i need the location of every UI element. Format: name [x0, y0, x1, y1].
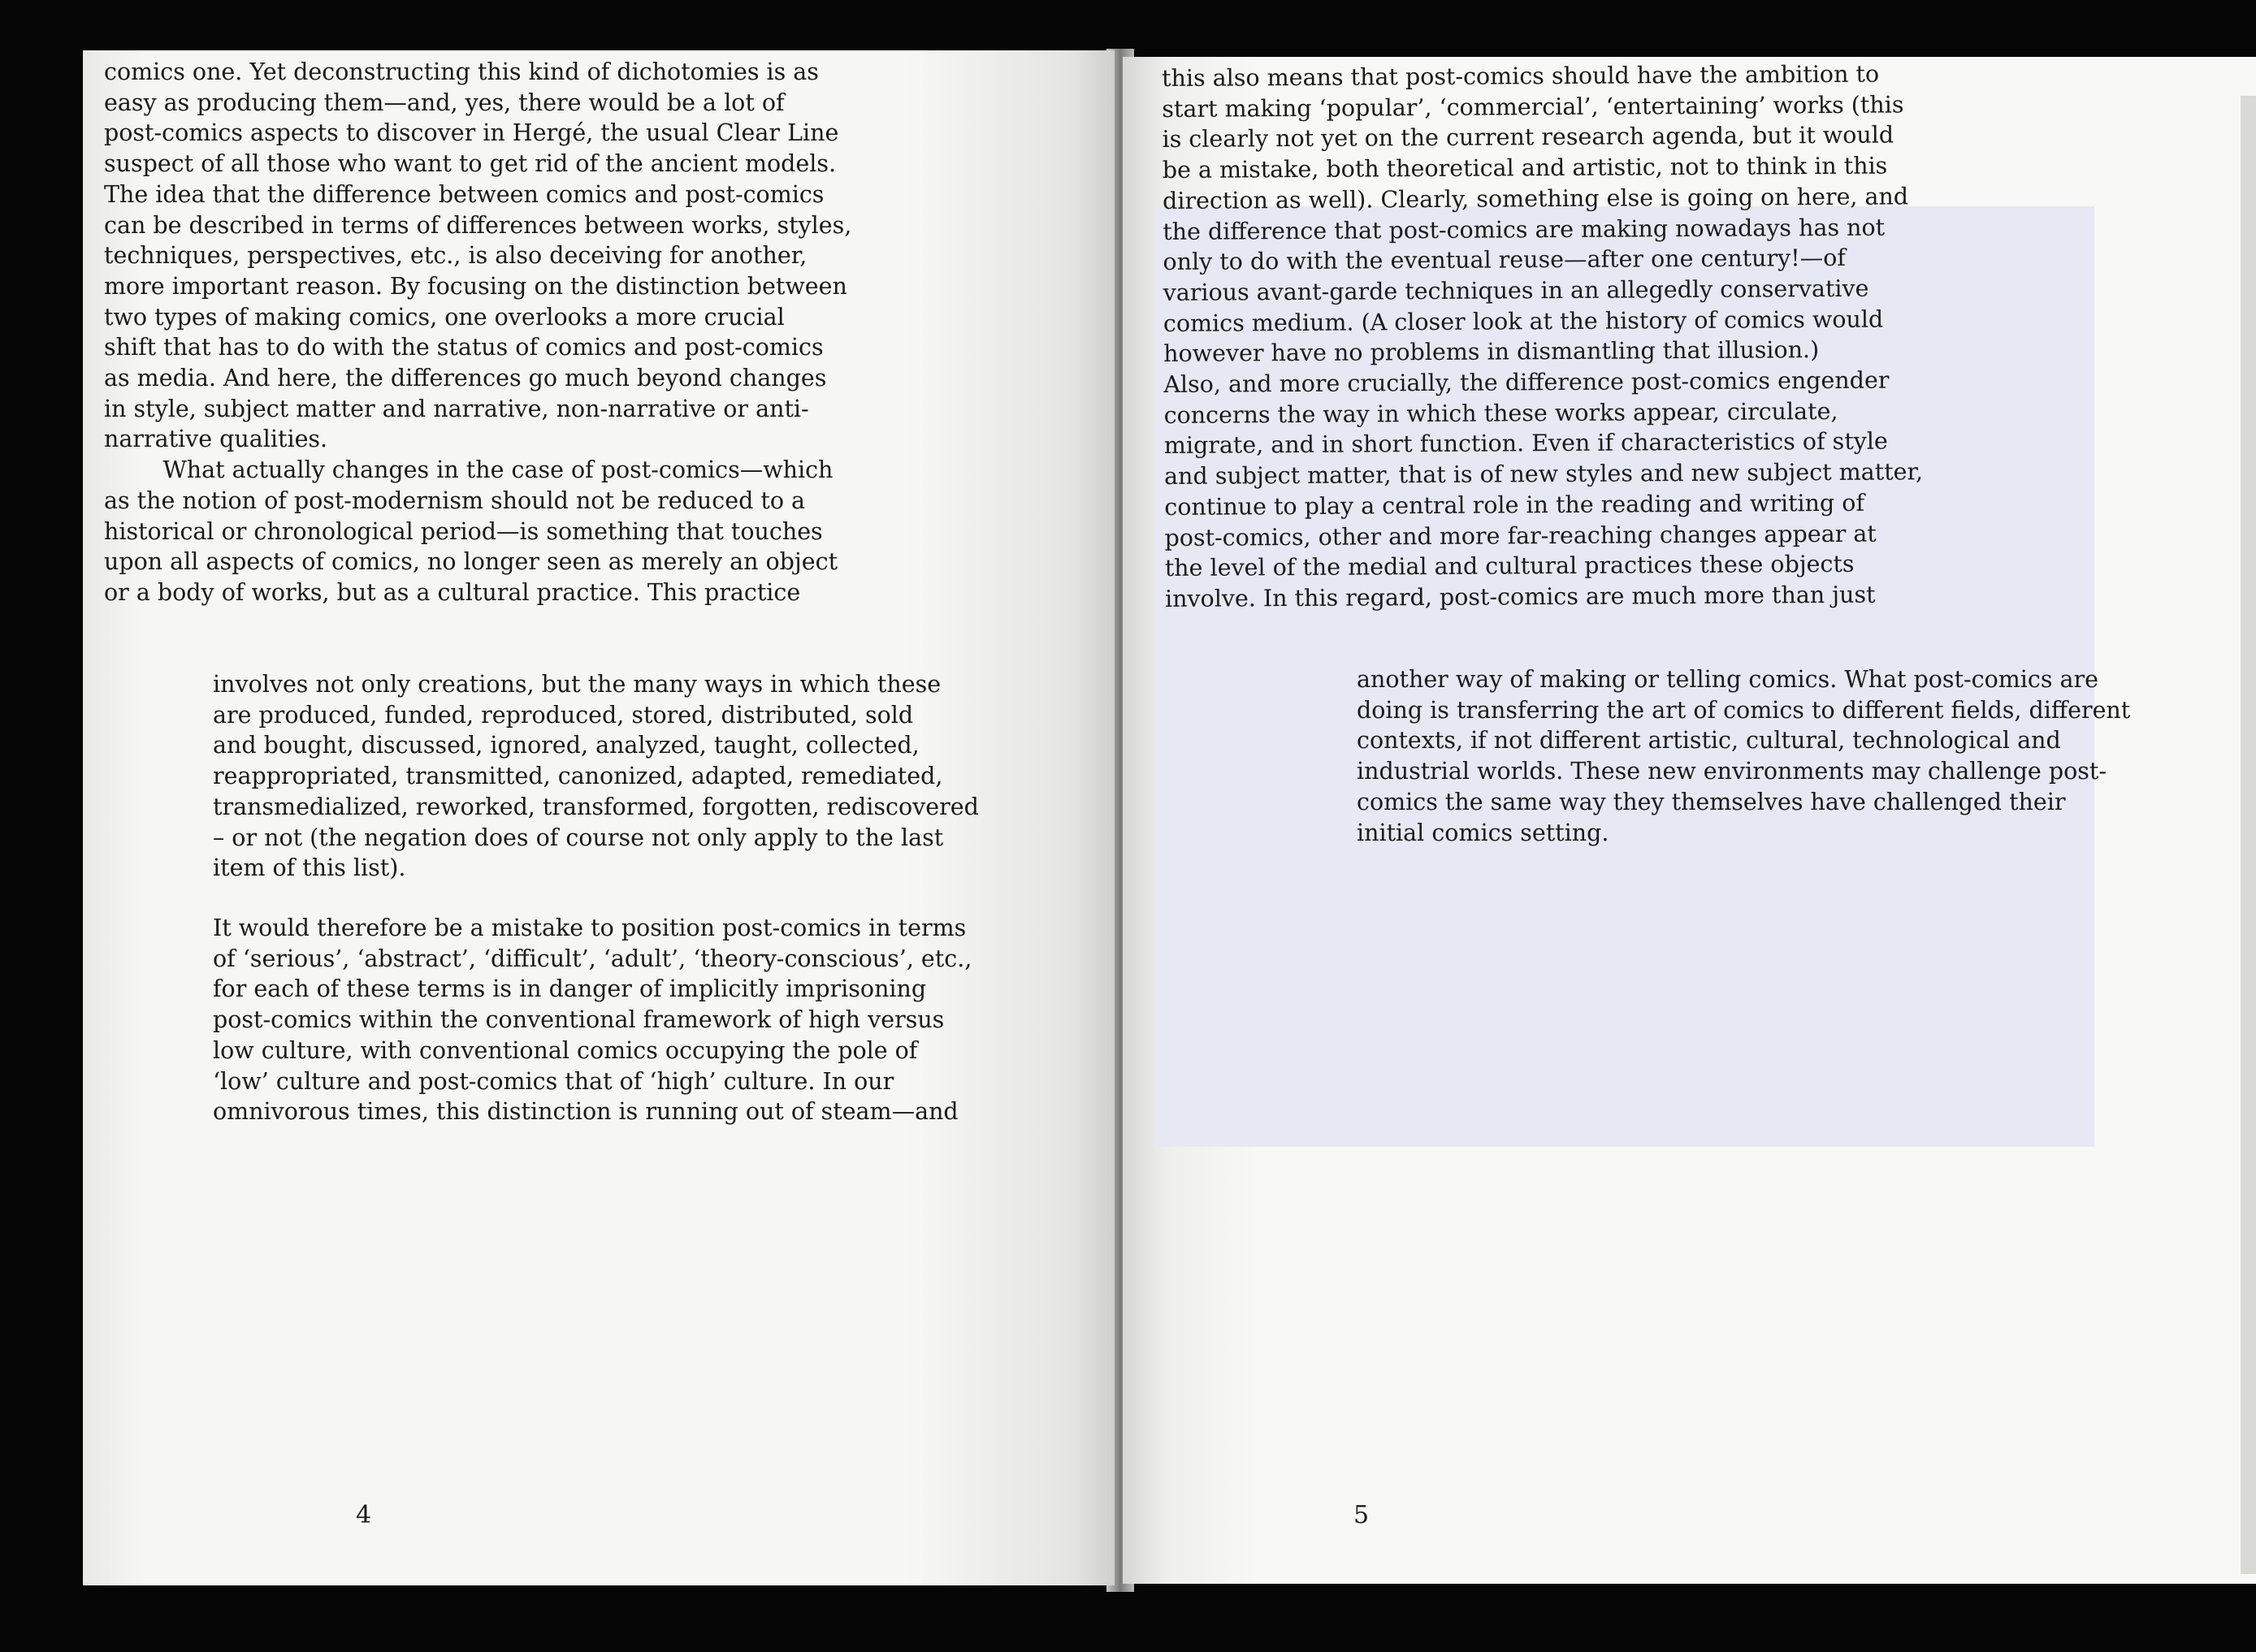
text-line: the difference that post-comics are making nowadays has not [1163, 214, 1886, 245]
text-line: concerns the way in which these works appear, circulate, [1163, 397, 1838, 429]
text-line: are produced, funded, reproduced, stored, distributed, sold [213, 701, 914, 729]
text-line: more important reason. By focusing on the distinction between [104, 272, 847, 300]
text-line: post-comics within the conventional framework of high versus [213, 1006, 945, 1034]
text-line: post-comics aspects to discover in Hergé, the usual Clear Line [104, 119, 839, 147]
text-line: easy as producing them—and, yes, there would be a lot of [104, 89, 785, 116]
text-line: of ‘serious’, ‘abstract’, ‘difficult’, ‘adult’, ‘theory-conscious’, etc., [213, 945, 972, 972]
text-line: ‘low’ culture and post-comics that of ‘high’ culture. In our [213, 1067, 894, 1095]
text-line: comics the same way they themselves have challenged their [1357, 788, 2066, 815]
text-line: is clearly not yet on the current research agenda, but it would [1162, 121, 1894, 154]
text-line: continue to play a central role in the reading and writing of [1164, 489, 1865, 521]
text-line: historical or chronological period—is something that touches [104, 517, 823, 545]
text-line: and subject matter, that is of new styles and new subject matter, [1164, 458, 1924, 491]
text-line: doing is transferring the art of comics to different fields, different [1357, 696, 2131, 724]
text-line: involve. In this regard, post-comics are much more than just [1164, 581, 1876, 612]
left-text-block-b [213, 669, 979, 884]
text-line: post-comics, other and more far-reaching changes appear at [1164, 520, 1877, 551]
text-line: as the notion of post-modernism should not be reduced to a [104, 487, 806, 514]
text-line: only to do with the eventual reuse—after one century!—of [1163, 244, 1846, 276]
text-line: transmedialized, reworked, transformed, forgotten, rediscovered [213, 793, 979, 820]
text-line: upon all aspects of comics, no longer seen as merely an object [104, 548, 838, 576]
page-number-left: 4 [356, 1501, 372, 1529]
text-line: It would therefore be a mistake to position post-comics in terms [213, 915, 967, 941]
text-line: another way of making or telling comics. What post-comics are [1357, 666, 2099, 693]
text-line: involves not only creations, but the many ways in which these [213, 671, 942, 698]
right-text-block-a [1162, 58, 1924, 614]
text-line: Also, and more crucially, the difference post-comics engender [1163, 366, 1890, 399]
text-line: contexts, if not different artistic, cultural, technological and [1357, 727, 2061, 755]
text-line: techniques, perspectives, etc., is also deceiving for another, [104, 242, 808, 270]
text-line: reappropriated, transmitted, canonized, adapted, remediated, [213, 763, 943, 790]
text-line: two types of making comics, one overlooks a more crucial [104, 303, 785, 331]
text-line: this also means that post-comics should have the ambition to [1162, 60, 1880, 92]
text-line: or a body of works, but as a cultural practice. This practice [104, 578, 801, 606]
text-line: however have no problems in dismantling that illusion.) [1163, 336, 1820, 368]
text-line: in style, subject matter and narrative, non-narrative or anti- [104, 395, 809, 422]
text-line: the level of the medial and cultural practices these objects [1164, 551, 1855, 582]
text-line: initial comics setting. [1357, 819, 1609, 846]
text-line: The idea that the difference between comics and post-comics [104, 180, 825, 208]
text-line: start making ‘popular’, ‘commercial’, ‘entertaining’ works (this [1162, 91, 1904, 123]
text-line: – or not (the negation does of course not only apply to the last [213, 824, 944, 851]
text-line: and bought, discussed, ignored, analyzed, taught, collected, [213, 732, 920, 759]
text-line: suspect of all those who want to get rid of the ancient models. [104, 150, 837, 178]
text-line: What actually changes in the case of post-comics—which [104, 456, 834, 484]
text-line: narrative qualities. [104, 426, 328, 453]
text-line: as media. And here, the differences go much beyond changes [104, 365, 827, 392]
text-line: migrate, and in short function. Even if characteristics of style [1163, 427, 1888, 460]
text-line: comics one. Yet deconstructing this kind of dichotomies is as [104, 58, 819, 85]
right-text-block-b [1357, 664, 2130, 848]
text-line: direction as well). Clearly, something else is going on here, and [1162, 183, 1909, 214]
text-line: for each of these terms is in danger of implicitly imprisoning [213, 975, 927, 1003]
text-line: low culture, with conventional comics occupying the pole of [213, 1036, 918, 1064]
text-line: item of this list). [213, 854, 406, 882]
text-line: omnivorous times, this distinction is running out of steam—and [213, 1098, 959, 1126]
text-line: shift that has to do with the status of comics and post-comics [104, 334, 824, 361]
page-edge [2241, 96, 2256, 1574]
text-line: various avant-garde techniques in an allegedly conservative [1163, 275, 1869, 306]
left-text-block-a [104, 57, 851, 608]
page-number-right: 5 [1353, 1501, 1370, 1529]
text-line: can be described in terms of differences between works, styles, [104, 211, 852, 239]
text-line: industrial worlds. These new environments may challenge post- [1357, 758, 2107, 785]
left-text-block-c [213, 913, 972, 1127]
text-line: comics medium. (A closer look at the history of comics would [1163, 305, 1884, 337]
text-line: be a mistake, both theoretical and artistic, not to think in this [1162, 152, 1888, 184]
